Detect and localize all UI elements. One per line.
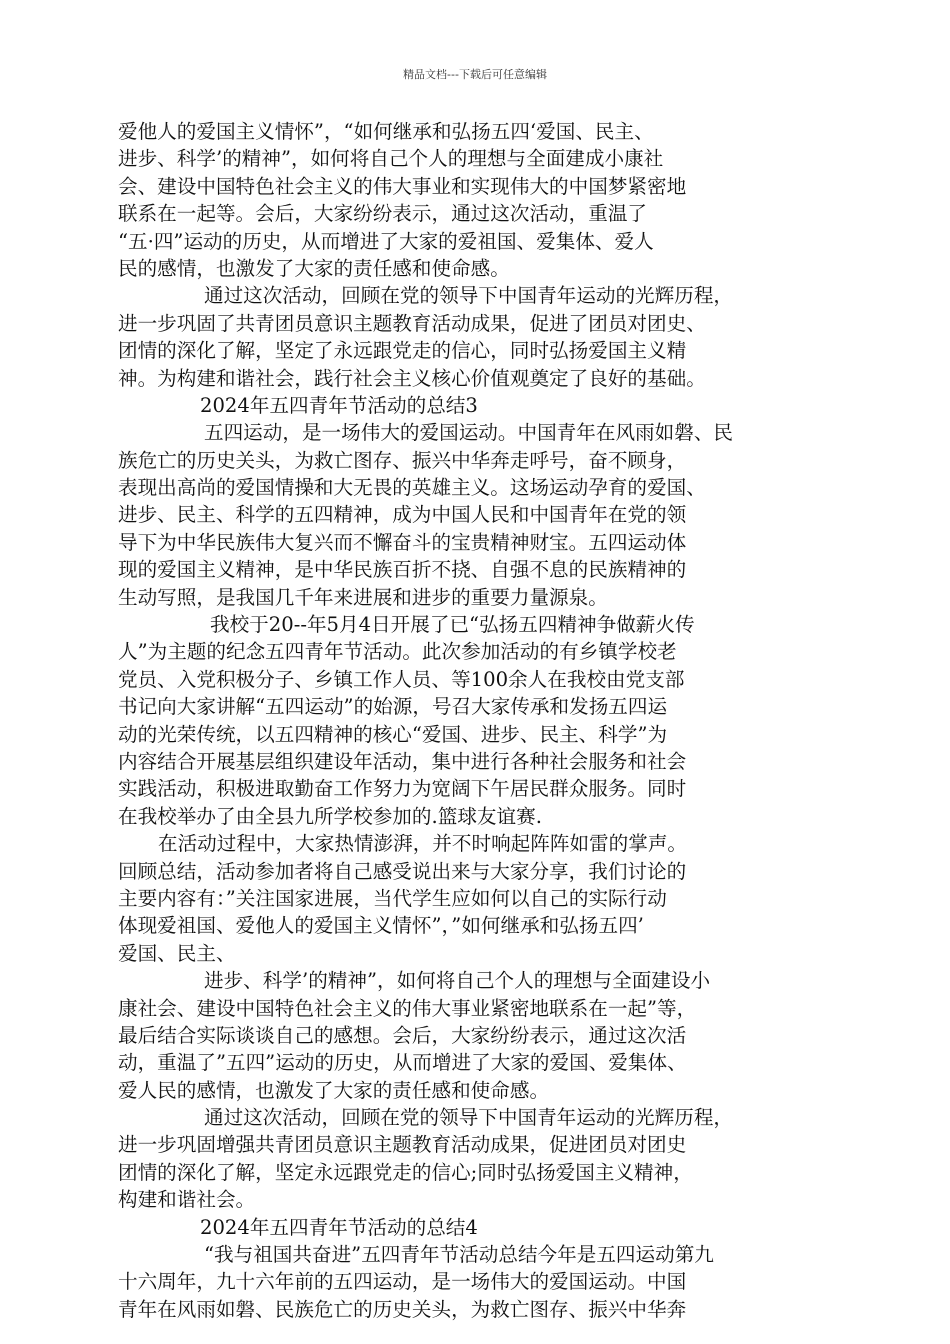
text-line: 团情的深化了解，坚定永远跟党走的信心;同时弘扬爱国主义精神， [118, 1160, 693, 1184]
text-line: 通过这次活动，回顾在党的领导下中国青年运动的光辉历程， [204, 284, 734, 308]
page-header: 精品文档---下载后可任意编辑 [403, 68, 547, 81]
text-line: 党员、入党积极分子、乡镇工作人员、等100余人在我校由党支部 [118, 667, 685, 691]
text-line: 进一步巩固增强共青团员意识主题教育活动成果，促进团员对团史 [118, 1133, 687, 1157]
text-line: 联系在一起等。会后，大家纷纷表示，通过这次活动，重温了 [118, 202, 648, 226]
text-line: 实践活动，积极进取勤奋工作努力为宽阔下午居民群众服务。同时 [118, 777, 687, 801]
text-line: 体现爱祖国、爱他人的爱国主义情怀”，”如何继承和弘扬五四’ [118, 914, 644, 938]
text-line: 爱人民的感情，也激发了大家的责任感和使命感。 [118, 1078, 550, 1102]
text-line: 动的光荣传统，以五四精神的核心“爱国、进步、民主、科学”为 [118, 722, 668, 746]
text-line: 民的感情，也激发了大家的责任感和使命感。 [118, 256, 510, 280]
text-line: 团情的深化了解，坚定了永远跟党走的信心，同时弘扬爱国主义精 [118, 339, 687, 363]
text-line: 族危亡的历史关头，为救亡图存、振兴中华奔走呼号，奋不顾身， [118, 448, 687, 472]
text-line: 人”为主题的纪念五四青年节活动。此次参加活动的有乡镇学校老 [118, 640, 677, 664]
section-heading: 2024年五四青年节活动的总结3 [200, 393, 478, 417]
text-line: 导下为中华民族伟大复兴而不懈奋斗的宝贵精神财宝。五四运动体 [118, 530, 687, 554]
text-line: 最后结合实际谈谈自己的感想。会后，大家纷纷表示，通过这次活 [118, 1023, 687, 1047]
text-line: 五四运动，是一场伟大的爱国运动。中国青年在风雨如磐、民 [204, 421, 734, 445]
text-line: 在活动过程中，大家热情澎湃，并不时响起阵阵如雷的掌声。 [158, 832, 688, 856]
text-line: 康社会、建设中国特色社会主义的伟大事业紧密地联系在一起”等， [118, 996, 697, 1020]
text-line: 会、建设中国特色社会主义的伟大事业和实现伟大的中国梦紧密地 [118, 174, 687, 198]
text-line: 进步、科学’的精神”，如何将自己个人的理想与全面建设小 [204, 969, 711, 993]
text-line: 回顾总结，活动参加者将自己感受说出来与大家分享，我们讨论的 [118, 859, 687, 883]
text-line: “五·四”运动的历史，从而增进了大家的爱祖国、爱集体、爱人 [118, 229, 654, 253]
text-line: 在我校举办了由全县九所学校参加的.篮球友谊赛. [118, 804, 542, 828]
text-line: 神。为构建和谐社会，践行社会主义核心价值观奠定了良好的基础。 [118, 366, 706, 390]
text-line: 主要内容有：”关注国家进展，当代学生应如何以自己的实际行动 [118, 886, 667, 910]
text-line: 我校于20--年5月4日开展了已“弘扬五四精神争做薪火传 [210, 613, 695, 637]
text-line: 爱他人的爱国主义情怀”，“如何继承和弘扬五四‘爱国、民主、 [118, 120, 654, 143]
text-line: “我与祖国共奋进”五四青年节活动总结今年是五四运动第九 [204, 1243, 714, 1267]
text-line: 动，重温了”五四”运动的历史，从而增进了大家的爱国、爱集体、 [118, 1051, 687, 1075]
text-line: 进一步巩固了共青团员意识主题教育活动成果，促进了团员对团史、 [118, 311, 706, 335]
text-line: 通过这次活动，回顾在党的领导下中国青年运动的光辉历程， [204, 1106, 734, 1130]
document-body [118, 118, 832, 1323]
section-heading: 2024年五四青年节活动的总结4 [200, 1215, 478, 1239]
text-line: 青年在风雨如磐、民族危亡的历史关头，为救亡图存、振兴中华奔 [118, 1297, 687, 1321]
text-line: 进步、民主、科学的五四精神，成为中国人民和中国青年在党的领 [118, 503, 687, 527]
text-line: 现的爱国主义精神，是中华民族百折不挠、自强不息的民族精神的 [118, 558, 687, 582]
text-line: 十六周年，九十六年前的五四运动，是一场伟大的爱国运动。中国 [118, 1270, 687, 1294]
text-line: 爱国、民主、 [118, 941, 236, 965]
text-line: 生动写照，是我国几千年来进展和进步的重要力量源泉。 [118, 585, 608, 609]
text-line: 构建和谐社会。 [118, 1188, 256, 1212]
text-line: 书记向大家讲解“五四运动”的始源，号召大家传承和发扬五四运 [118, 695, 668, 719]
text-line: 表现出高尚的爱国情操和大无畏的英雄主义。这场运动孕育的爱国、 [118, 476, 706, 500]
text-line: 内容结合开展基层组织建设年活动，集中进行各种社会服务和社会 [118, 749, 687, 773]
text-line: 进步、科学’的精神”，如何将自己个人的理想与全面建成小康社 [118, 147, 664, 171]
